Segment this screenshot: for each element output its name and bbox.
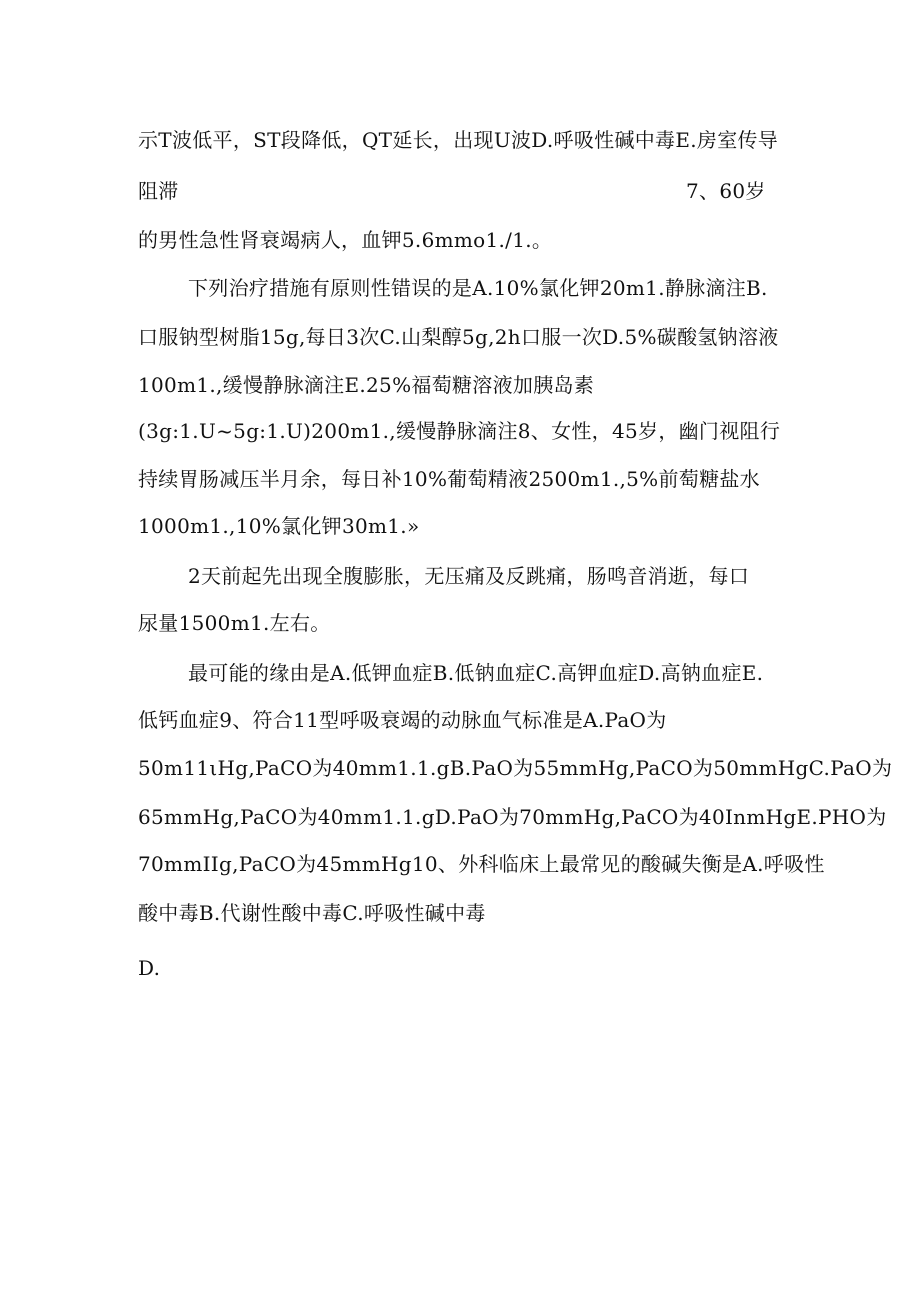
text-line-6: 口服钠型树脂15g,每日3次C.山梨醇5g,2h口服一次D.5%碳酸氢钠溶液 xyxy=(138,325,779,349)
text-line-16: 65mmHg,PaCO为40mm1.1.gD.PaO为70mmHg,PaCO为40InmHgE.PHO为 xyxy=(138,805,887,829)
text-line-12: 尿量1500m1.左右。 xyxy=(138,611,331,635)
text-line-13: 最可能的缘由是A.低钾血症B.低钠血症C.高钾血症D.高钠血症E. xyxy=(188,661,764,685)
text-line-9: 持续胃肠减压半月余，每日补10%葡萄精液2500m1.,5%前萄糖盐水 xyxy=(138,467,760,491)
text-line-14: 低钙血症9、符合11型呼吸衰竭的动脉血气标准是A.PaO为 xyxy=(138,708,667,732)
text-line-2: 阻滞 xyxy=(138,179,179,203)
text-line-8: (3g:1.U~5g:1.U)200m1.,缓慢静脉滴注8、女性，45岁，幽门视阻行 xyxy=(138,419,781,443)
text-line-10: 1000m1.,10%氯化钾30m1.» xyxy=(138,514,420,538)
text-line-5: 下列治疗措施有原则性错误的是A.10%氯化钾20m1.静脉滴注B. xyxy=(188,276,768,300)
text-line-3: 7、60岁 xyxy=(686,179,766,203)
text-line-1: 示T波低平，ST段降低，QT延长，出现U波D.呼吸性碱中毒E.房室传导 xyxy=(138,128,779,152)
text-line-7: 100m1.,缓慢静脉滴注E.25%福萄糖溶液加胰岛素 xyxy=(138,373,595,397)
text-line-18: 酸中毒B.代谢性酸中毒C.呼吸性碱中毒 xyxy=(138,901,486,925)
text-line-17: 70mmIIg,PaCO为45mmHg10、外科临床上最常见的酸碱失衡是A.呼吸性 xyxy=(138,852,825,876)
text-line-4: 的男性急性肾衰竭病人，血钾5.6mmo1./1.。 xyxy=(138,228,553,252)
text-line-11: 2天前起先出现全腹膨胀，无压痛及反跳痛，肠鸣音消逝，每口 xyxy=(188,564,750,588)
text-line-15: 50m11ιHg,PaCO为40mm1.1.gB.PaO为55mmHg,PaCO为50mmHgC.PaO为 xyxy=(138,756,893,780)
text-line-19: D. xyxy=(138,956,161,980)
